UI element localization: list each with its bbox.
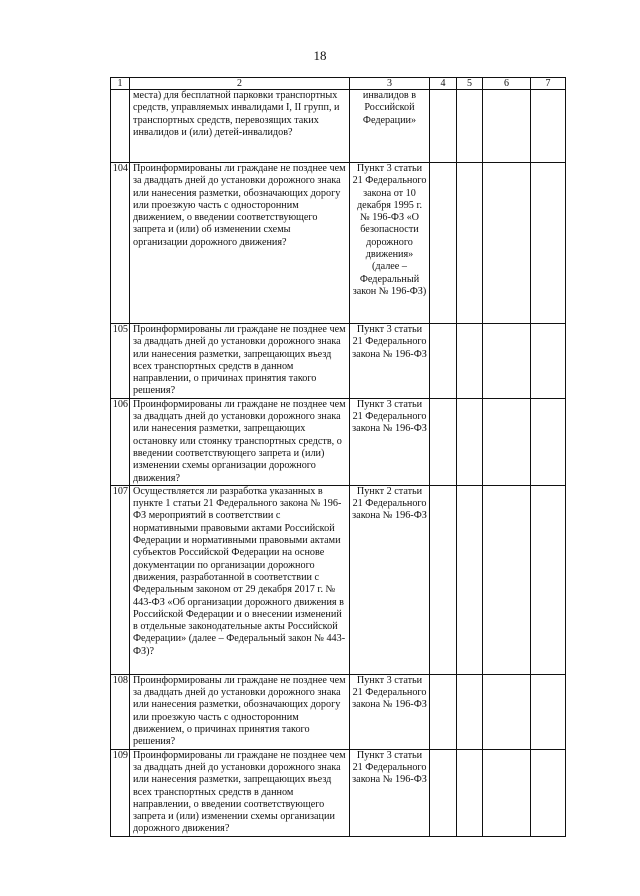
row-number: 104 [111, 163, 130, 324]
legal-reference: инвалидов в Российской Федерации» [350, 90, 430, 163]
row-number: 109 [111, 749, 130, 836]
col-header-5: 5 [457, 78, 483, 90]
col-header-3: 3 [350, 78, 430, 90]
table-row [111, 398, 566, 485]
col-header-4: 4 [430, 78, 457, 90]
answer-cell [531, 674, 566, 749]
answer-cell [483, 90, 531, 163]
answer-cell [457, 485, 483, 674]
table-row [111, 90, 566, 163]
row-number: 105 [111, 324, 130, 399]
row-number: 107 [111, 485, 130, 674]
answer-cell [531, 90, 566, 163]
question-text: Проинформированы ли граждане не позднее чем за двадцать дней до установки дорожного знака или нанесения разметки, обозначающих дорогу или проезжую часть с односторонним движением, о введении соответствующего запрета и (или) об изменении схемы организации дорожного движения? [130, 163, 350, 324]
table-row [111, 749, 566, 836]
question-text: Проинформированы ли граждане не позднее чем за двадцать дней до установки дорожного знака или нанесения разметки, запрещающих остановку или стоянку транспортных средств, о введении соответствующего запрета и (или) изменении схемы организации дорожного движения? [130, 398, 350, 485]
answer-cell [430, 749, 457, 836]
answer-cell [531, 163, 566, 324]
legal-reference: Пункт 3 статьи 21 Федерального закона № 196-ФЗ [350, 674, 430, 749]
page-number: 18 [313, 48, 327, 63]
col-header-6: 6 [483, 78, 531, 90]
table-row [111, 163, 566, 324]
answer-cell [430, 485, 457, 674]
row-number: 108 [111, 674, 130, 749]
question-text: Проинформированы ли граждане не позднее чем за двадцать дней до установки дорожного знака или нанесения разметки, обозначающих дорогу или проезжую часть с односторонним движением, о причинах принятия такого решения? [130, 674, 350, 749]
answer-cell [457, 398, 483, 485]
question-text: места) для бесплатной парковки транспортных средств, управляемых инвалидами I, II групп, и транспортных средств, перевозящих таких инвалидов и (или) детей-инвалидов? [130, 90, 350, 163]
answer-cell [483, 485, 531, 674]
legal-reference: Пункт 3 статьи 21 Федерального закона № 196-ФЗ [350, 398, 430, 485]
question-text: Осуществляется ли разработка указанных в пункте 1 статьи 21 Федерального закона № 196-ФЗ мероприятий в соответствии с нормативными правовыми актами Российской Федерации и нормативными правовыми актами субъектов Российской Федерации на основе документации по организации дорожного движения, разработанной в соответствии с Федеральным законом от 29 декабря 2017 г. № 443-ФЗ «Об организации дорожного движения в Российской Федерации и о внесении изменений в отдельные законодательные акты Российской Федерации» (далее – Федеральный закон № 443-ФЗ)? [130, 485, 350, 674]
row-number [111, 90, 130, 163]
answer-cell [483, 749, 531, 836]
col-header-1: 1 [111, 78, 130, 90]
answer-cell [531, 398, 566, 485]
col-header-2: 2 [130, 78, 350, 90]
answer-cell [430, 163, 457, 324]
table-row [111, 324, 566, 399]
answer-cell [457, 324, 483, 399]
answer-cell [457, 749, 483, 836]
table-row [111, 674, 566, 749]
legal-reference: Пункт 2 статьи 21 Федерального закона № 196-ФЗ [350, 485, 430, 674]
table-row [111, 485, 566, 674]
answer-cell [430, 324, 457, 399]
answer-cell [430, 674, 457, 749]
answer-cell [531, 749, 566, 836]
answer-cell [531, 324, 566, 399]
header-row [111, 78, 566, 90]
answer-cell [430, 90, 457, 163]
legal-reference: Пункт 3 статьи 21 Федерального закона № 196-ФЗ [350, 324, 430, 399]
checklist-table [110, 77, 566, 837]
answer-cell [483, 674, 531, 749]
question-text: Проинформированы ли граждане не позднее чем за двадцать дней до установки дорожного знака или нанесения разметки, запрещающих въезд всех транспортных средств в данном направлении, о причинах принятия такого решения? [130, 324, 350, 399]
row-number: 106 [111, 398, 130, 485]
answer-cell [531, 485, 566, 674]
answer-cell [430, 398, 457, 485]
answer-cell [457, 90, 483, 163]
col-header-7: 7 [531, 78, 566, 90]
answer-cell [457, 163, 483, 324]
legal-reference: Пункт 3 статьи 21 Федерального закона № 196-ФЗ [350, 749, 430, 836]
answer-cell [483, 324, 531, 399]
answer-cell [457, 674, 483, 749]
legal-reference: Пункт 3 статьи 21 Федерального закона от 10 декабря 1995 г. № 196-ФЗ «О безопасности дорожного движения» (далее – Федеральный закон № 196-ФЗ) [350, 163, 430, 324]
answer-cell [483, 163, 531, 324]
answer-cell [483, 398, 531, 485]
question-text: Проинформированы ли граждане не позднее чем за двадцать дней до установки дорожного знака или нанесения разметки, запрещающих въезд всех транспортных средств в данном направлении, о введении соответствующего запрета и (или) изменении схемы организации дорожного движения? [130, 749, 350, 836]
